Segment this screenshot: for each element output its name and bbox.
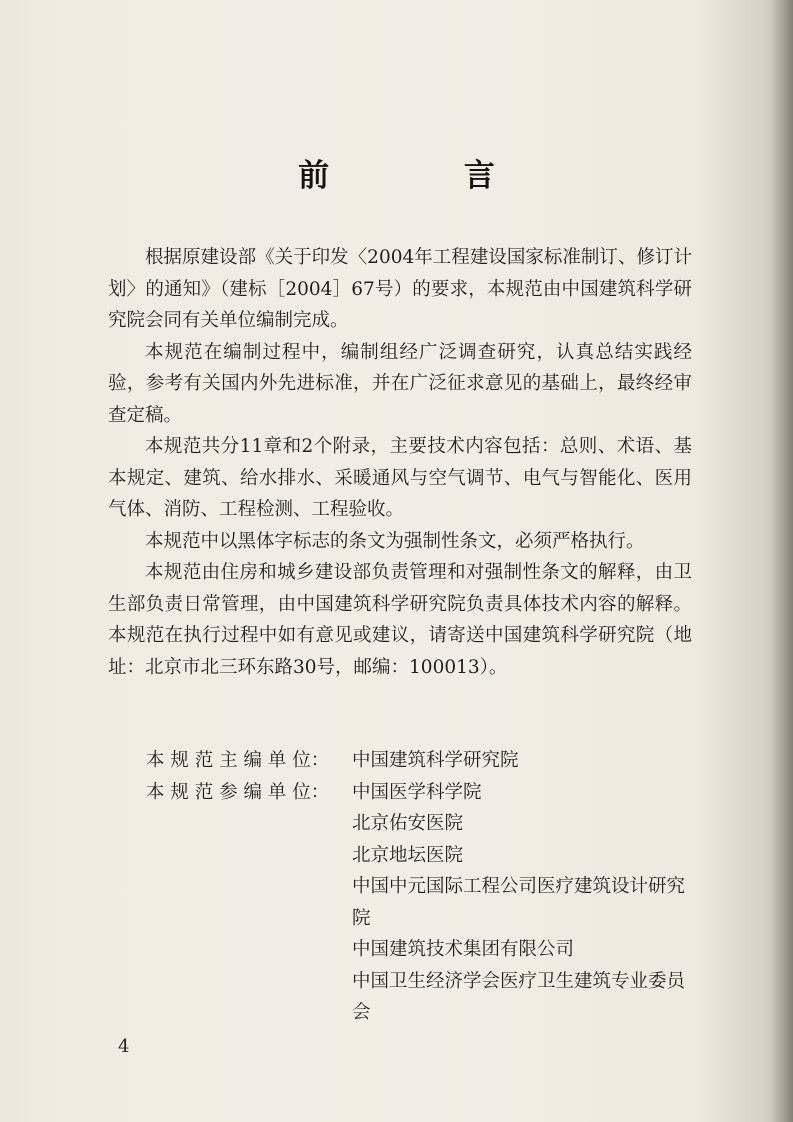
preface-paragraph-2: 本规范在编制过程中，编制组经广泛调查研究，认真总结实践经验，参考有关国内外先进标准，并在广泛征求意见的基础上，最终经审查定稿。 — [108, 341, 692, 426]
participating-unit: 中国中元国际工程公司医疗建筑设计研究院 — [352, 876, 686, 929]
participating-unit: 北京佑安医院 — [352, 813, 464, 834]
preface-paragraph-5: 本规范由住房和城乡建设部负责管理和对强制性条文的解释，由卫生部负责日常管理，由中国建筑科学研究院负责具体技术内容的解释。本规范在执行过程中如有意见或建议，请寄送中国建筑科学研究院（地址：北京市北三环东路30号，邮编：100013）。 — [108, 562, 692, 678]
participating-unit: 中国建筑技术集团有限公司 — [352, 939, 575, 960]
preface-paragraph-4: 本规范中以黑体字标志的条文为强制性条文，必须严格执行。 — [145, 530, 645, 552]
participating-units-row — [146, 777, 692, 1029]
participating-unit: 中国卫生经济学会医疗卫生建筑专业委员会 — [352, 970, 686, 1023]
participating-unit: 北京地坛医院 — [352, 844, 464, 866]
preface-paragraph-1: 根据原建设部《关于印发〈2004年工程建设国家标准制订、修订计划〉的通知》（建标［2004］67号）的要求，本规范由中国建筑科学研究院会同有关单位编制完成。 — [108, 247, 692, 331]
chief-unit-value: 中国建筑科学研究院 — [352, 750, 519, 771]
preface-paragraph-3: 本规范共分11章和2个附录，主要技术内容包括：总则、术语、基本规定、建筑、给水排水、采暖通风与空气调节、电气与智能化、医用气体、消防、工程检测、工程验收。 — [108, 436, 692, 520]
participating-unit-list — [352, 777, 692, 1029]
page-number: 4 — [118, 1036, 130, 1057]
participating-unit-label: 本 规 范 参 编 单 位： — [146, 781, 330, 803]
participating-unit: 中国医学科学院 — [352, 781, 482, 803]
units-section — [146, 745, 692, 1029]
page-title: 前 言 — [298, 158, 557, 194]
chief-unit-label: 本 规 范 主 编 单 位： — [146, 750, 330, 771]
preface-body — [108, 242, 692, 683]
chief-unit-row — [146, 745, 692, 777]
